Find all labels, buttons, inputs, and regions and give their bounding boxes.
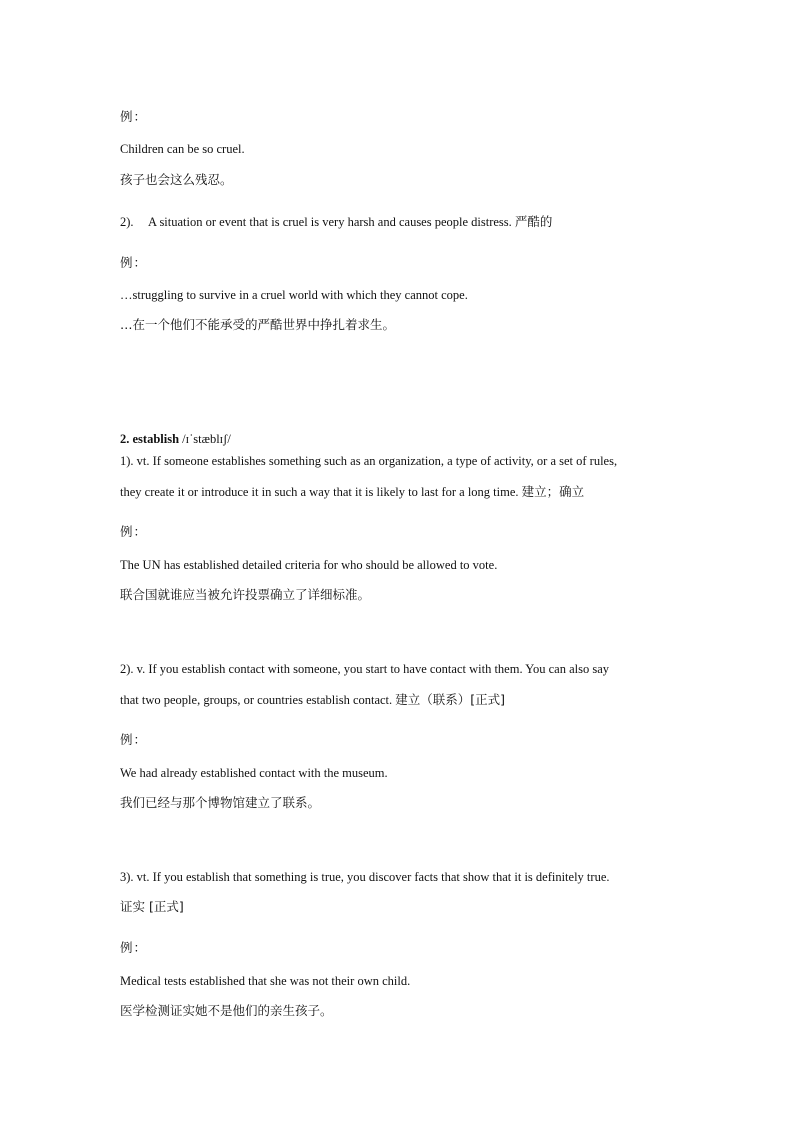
definition-translation: 建立（联系）[正式]: [395, 692, 506, 707]
example-sentence-zh: 孩子也会这么残忍。: [120, 172, 233, 187]
definition-text: 1). vt. If someone establishes something such as an organization, a type of activity, or a set of rules,: [120, 454, 618, 468]
example-sentence-zh: 联合国就谁应当被允许投票确立了详细标准。: [120, 587, 371, 602]
example-sentence-zh: 医学检测证实她不是他们的亲生孩子。: [120, 1003, 333, 1018]
example-sentence-en: Children can be so cruel.: [120, 142, 245, 156]
definition-number: 2).: [120, 215, 134, 229]
definition-text: 2). v. If you establish contact with someone, you start to have contact with them. You can also say: [120, 662, 610, 676]
example-sentence-en: Medical tests established that she was not their own child.: [120, 974, 411, 988]
definition-line: [120, 692, 505, 708]
entry-word: 2. establish: [120, 432, 180, 446]
example-label: 例：: [120, 524, 148, 539]
definition-line: [120, 484, 584, 500]
entry-pronunciation: /ɪˈstæblɪʃ/: [182, 432, 231, 446]
example-sentence-en: …struggling to survive in a cruel world with which they cannot cope.: [120, 288, 468, 302]
definition-translation: 建立；确立: [521, 484, 585, 499]
definition-text: 3). vt. If you establish that something is true, you discover facts that show that it is definitely true.: [120, 870, 610, 884]
example-sentence-en: We had already established contact with the museum.: [120, 766, 388, 780]
example-sentence-en: The UN has established detailed criteria for who should be allowed to vote.: [120, 558, 498, 572]
definition-line: [120, 214, 552, 230]
definition-text: that two people, groups, or countries establish contact.: [120, 693, 393, 707]
definition-text: A situation or event that is cruel is very harsh and causes people distress.: [147, 215, 512, 229]
example-label: 例：: [120, 255, 148, 270]
example-sentence-zh: 我们已经与那个博物馆建立了联系。: [120, 795, 321, 810]
definition-translation: 严酷的: [514, 214, 553, 229]
definition-translation: 证实 [正式]: [120, 899, 184, 914]
definition-text: they create it or introduce it in such a way that it is likely to last for a long time.: [120, 485, 519, 499]
example-label: 例：: [120, 732, 148, 747]
example-sentence-zh: …在一个他们不能承受的严酷世界中挣扎着求生。: [120, 317, 396, 332]
example-label: 例：: [120, 940, 148, 955]
entry-heading: [120, 431, 231, 447]
example-label: 例：: [120, 109, 148, 124]
